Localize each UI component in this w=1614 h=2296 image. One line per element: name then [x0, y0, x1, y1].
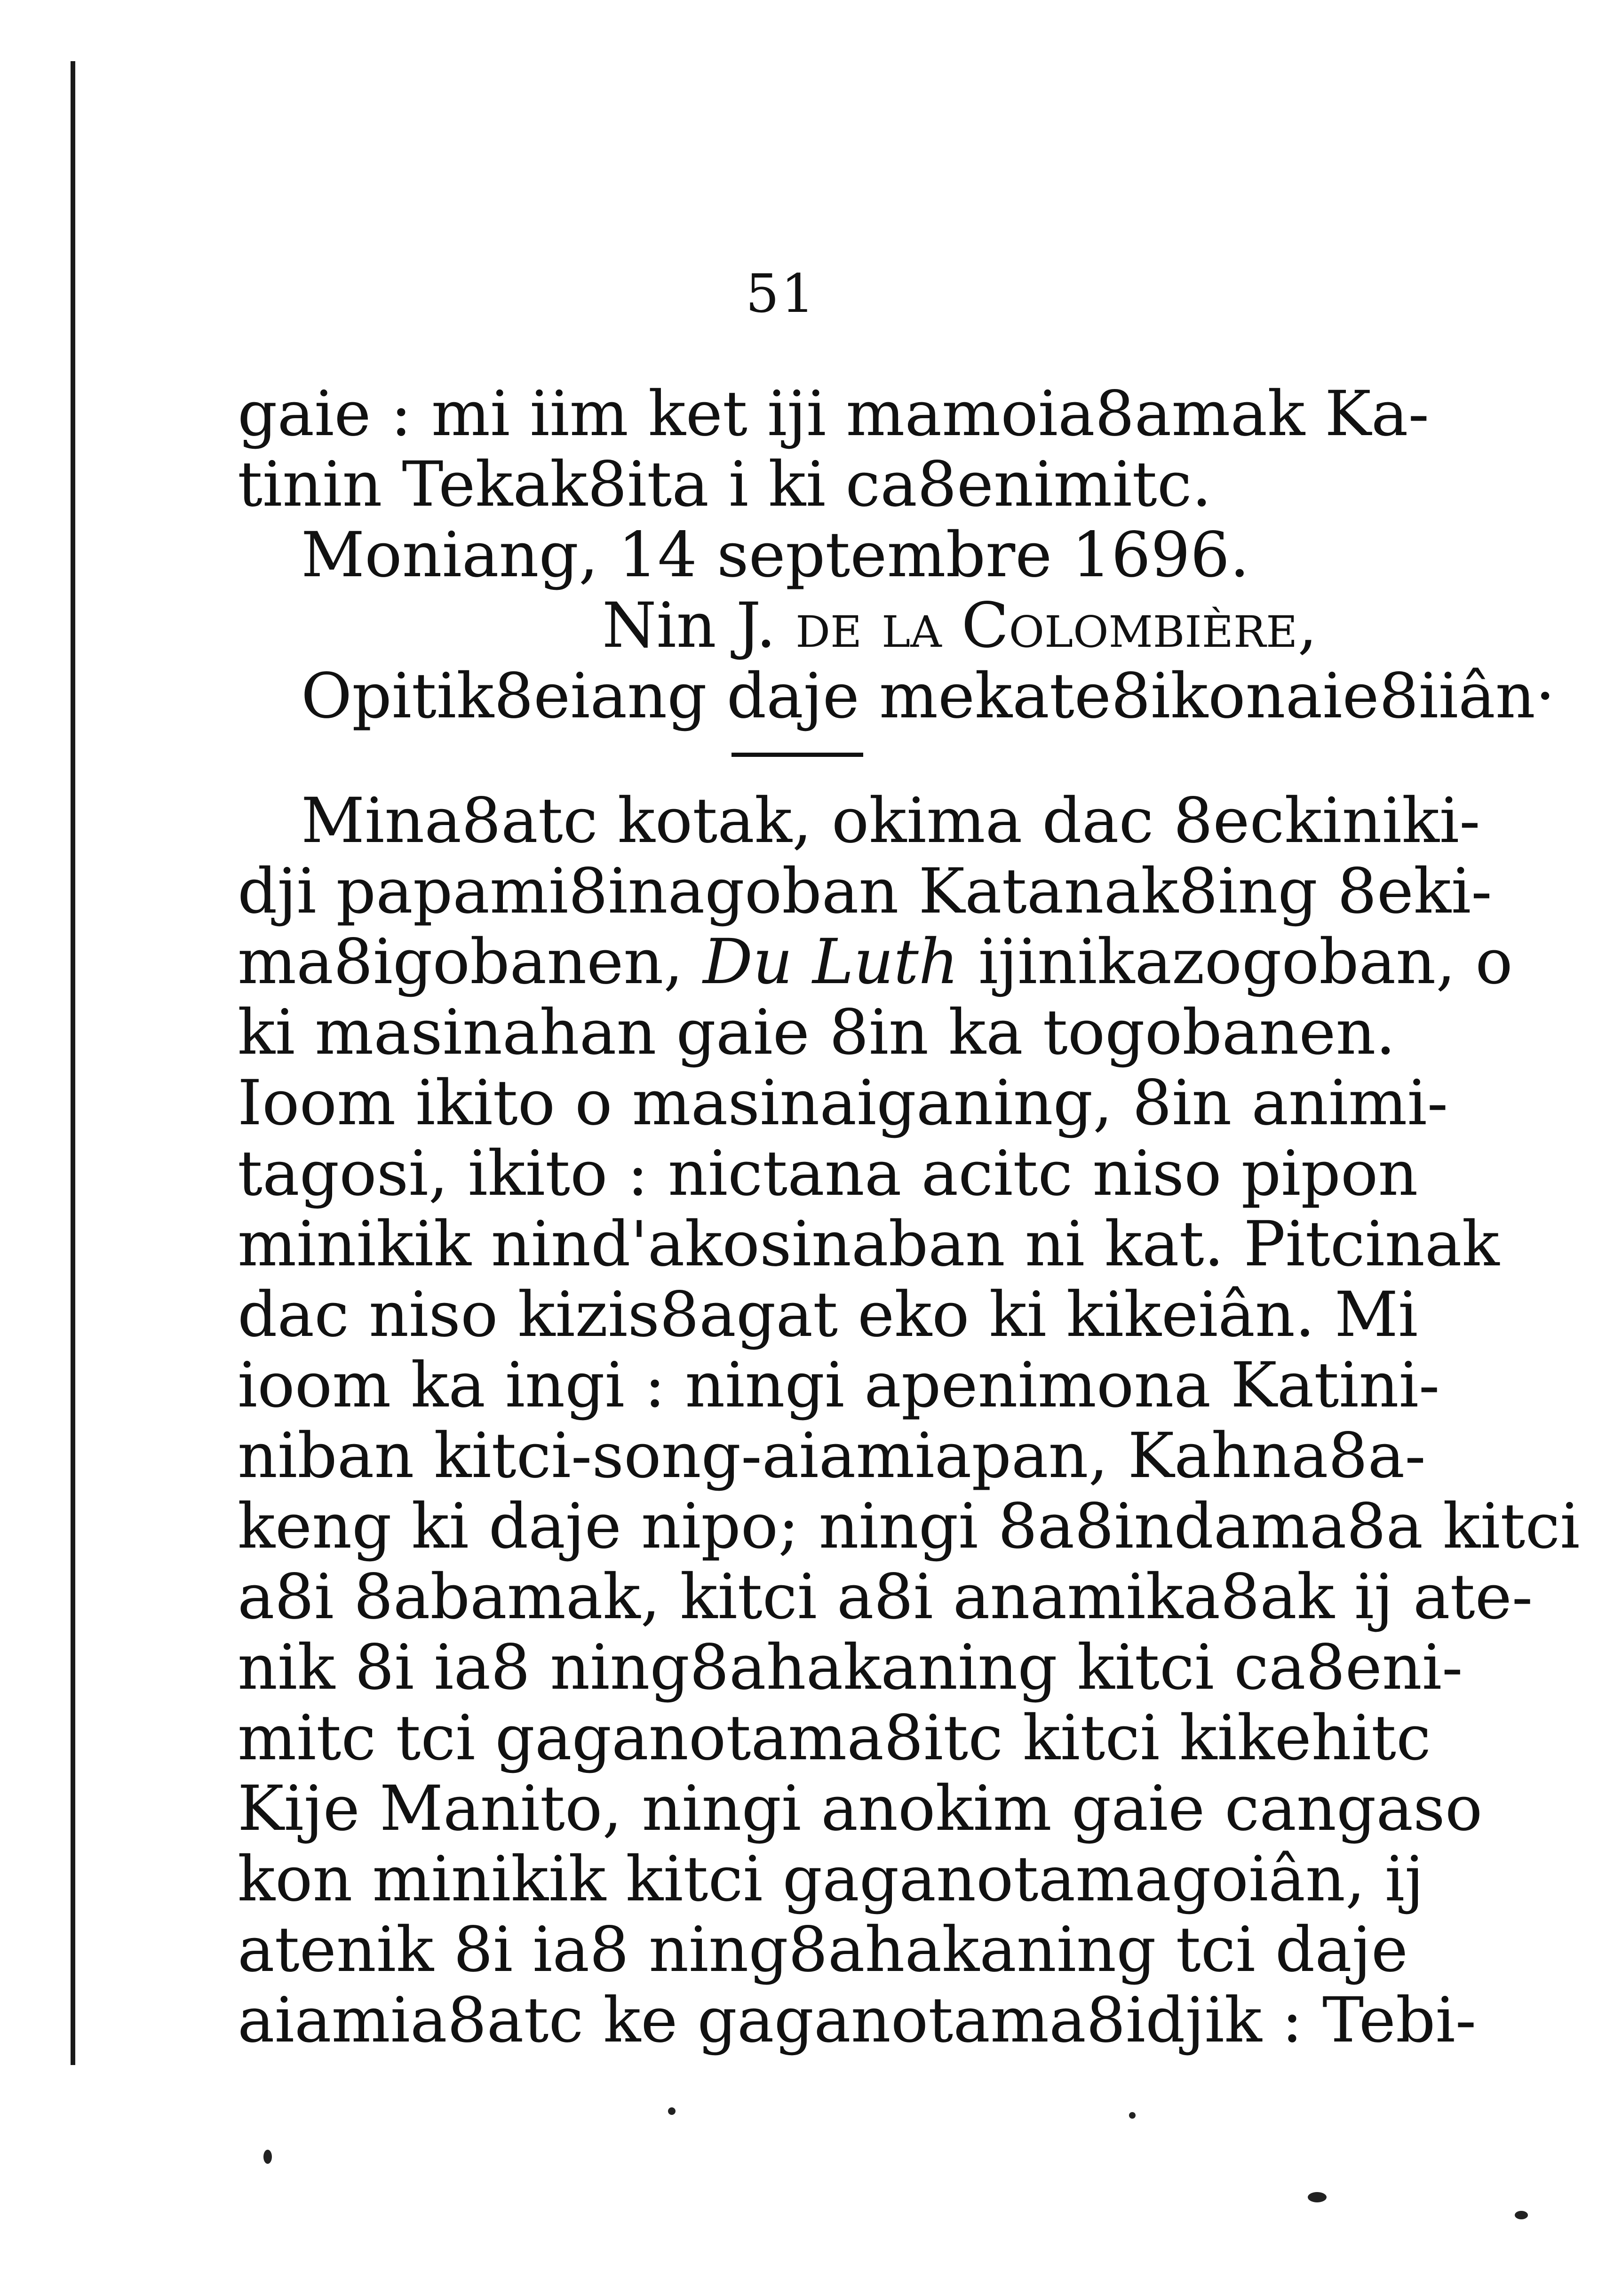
text-line-13: dac niso kizis8agat eko ki kikeiân. Mi [238, 1279, 1418, 1351]
scan-speck [1515, 2211, 1528, 2219]
text-line-7: dji papami8inagoban Katanak8ing 8eki- [238, 855, 1492, 928]
text-line-18: nik 8i ia8 ning8ahakaning kitci ca8eni- [238, 1631, 1463, 1704]
signature-prefix: Nin J. [602, 589, 796, 662]
text-line-17: a8i 8abamak, kitci a8i anamika8ak ij ate- [238, 1561, 1533, 1633]
text-line-2: tinin Tekak8ita i ki ca8enimitc. [238, 448, 1212, 521]
text-line-10: Ioom ikito o masinaiganing, 8in animi- [238, 1067, 1448, 1139]
text-line-6: Mina8atc kotak, okima dac 8eckiniki- [301, 785, 1480, 857]
text-line-5: Opitik8eiang daje mekate8ikonaie8iiân· [301, 660, 1555, 732]
page-edge-shadow [71, 61, 75, 2065]
text-line-22: atenik 8i ia8 ning8ahakaning tci daje [238, 1914, 1408, 1986]
text-line-15: niban kitci-song-aiamiapan, Kahna8a- [238, 1420, 1426, 1492]
page-number: 51 [746, 263, 817, 325]
scan-speck [668, 2107, 676, 2115]
scan-speck [263, 2150, 272, 2164]
text-block [238, 378, 1580, 2057]
text-line-12: minikik nind'akosinaban ni kat. Pitcinak [238, 1208, 1500, 1280]
text-line-9: ki masinahan gaie 8in ka togobanen. [238, 996, 1396, 1069]
du-luth-name: Du Luth [703, 926, 959, 998]
text-line-11: tagosi, ikito : nictana acitc niso pipon [238, 1137, 1418, 1210]
text-line-23: aiamia8atc ke gaganotama8idjik : Tebi- [238, 1984, 1477, 2057]
section-divider [238, 731, 1357, 786]
date-line: Moniang, 14 septembre 1696. [301, 519, 1250, 591]
text-line-16: keng ki daje nipo; ningi 8a8indama8a kitci [238, 1490, 1580, 1563]
text-line-19: mitc tci gaganotama8itc kitci kikehitc [238, 1702, 1431, 1774]
signature-line [238, 590, 1357, 661]
text-line-14: ioom ka ingi : ningi apenimona Katini- [238, 1349, 1440, 1422]
text-line-8b: ijinikazogoban, o [958, 926, 1513, 998]
text-line-21: kon minikik kitci gaganotamagoiân, ij [238, 1843, 1424, 1915]
text-line-1: gaie : mi iim ket iji mamoia8amak Ka- [238, 378, 1430, 450]
text-line-20: Kije Manito, ningi anokim gaie cangaso [238, 1772, 1483, 1845]
text-line-8 [238, 926, 1513, 998]
text-line-8a: ma8igobanen, [238, 926, 703, 998]
scan-speck [1308, 2192, 1327, 2202]
scan-speck [1129, 2112, 1136, 2119]
signature-name: de la Colombière, [795, 589, 1318, 662]
